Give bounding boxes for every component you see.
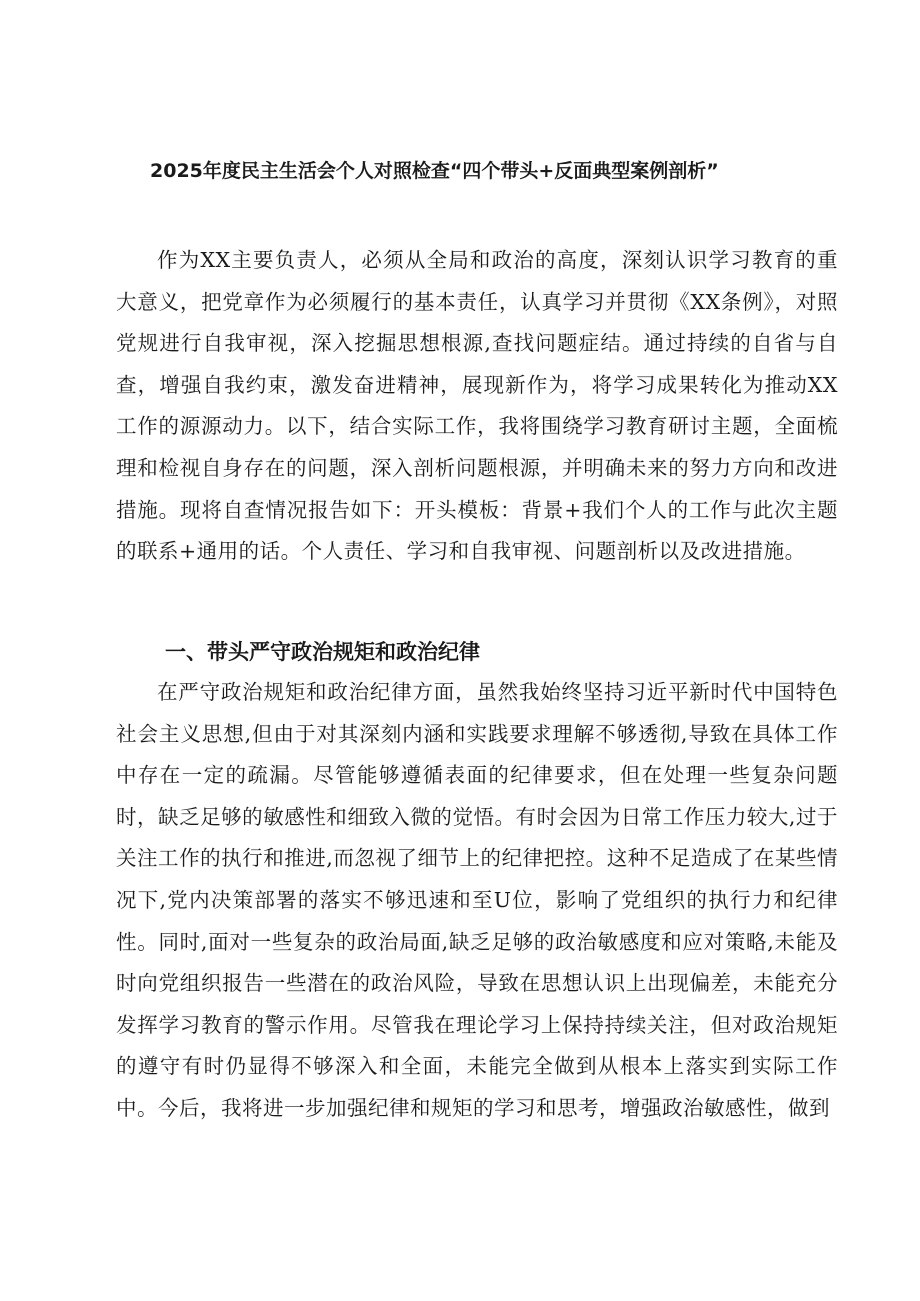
intro-paragraph: 作为XX主要负责人，必须从全局和政治的高度，深刻认识学习教育的重大意义，把党章作为必须履行的基本责任，认真学习并贯彻《XX条例》，对照党规进行自我审视，深入挖掘思想根源,查找问题症结。通过持续的自省与自查，增强自我约束，激发奋进精神，展现新作为，将学习成果转化为推动XX工作的源源动力。以下，结合实际工作，我将围绕学习教育研讨主题，全面梳理和检视自身存在的问题，深入剖析问题根源，并明确未来的努力方向和改进措施。现将自查情况报告如下：开头模板：背景+我们个人的工作与此次主题的联系+通用的话。个人责任、学习和自我审视、问题剖析以及改进措施。 <box>116 248 838 564</box>
document-title: 2025年度民主生活会个人对照检查“四个带头+反面典型案例剖析” <box>150 160 719 182</box>
section-1-paragraph: 在严守政治规矩和政治纪律方面，虽然我始终坚持习近平新时代中国特色社会主义思想,但由于对其深刻内涵和实践要求理解不够透彻,导致在具体工作中存在一定的疏漏。尽管能够遵循表面的纪律要求，但在处理一些复杂问题时，缺乏足够的敏感性和细致入微的觉悟。有时会因为日常工作压力较大,过于关注工作的执行和推进,而忽视了细节上的纪律把控。这种不足造成了在某些情况下,党内决策部署的落实不够迅速和至U位，影响了党组织的执行力和纪律性。同时,面对一些复杂的政治局面,缺乏足够的政治敏感度和应对策略,未能及时向党组织报告一些潜在的政治风险，导致在思想认识上出现偏差，未能充分发挥学习教育的警示作用。尽管我在理论学习上保持持续关注，但对政治规矩的遵守有时仍显得不够深入和全面，未能完全做到从根本上落实到实际工作中。今后，我将进一步加强纪律和规矩的学习和思考，增强政治敏感性，做到 <box>116 680 838 1120</box>
section-1-heading: 一、带头严守政治规矩和政治纪律 <box>165 640 480 664</box>
